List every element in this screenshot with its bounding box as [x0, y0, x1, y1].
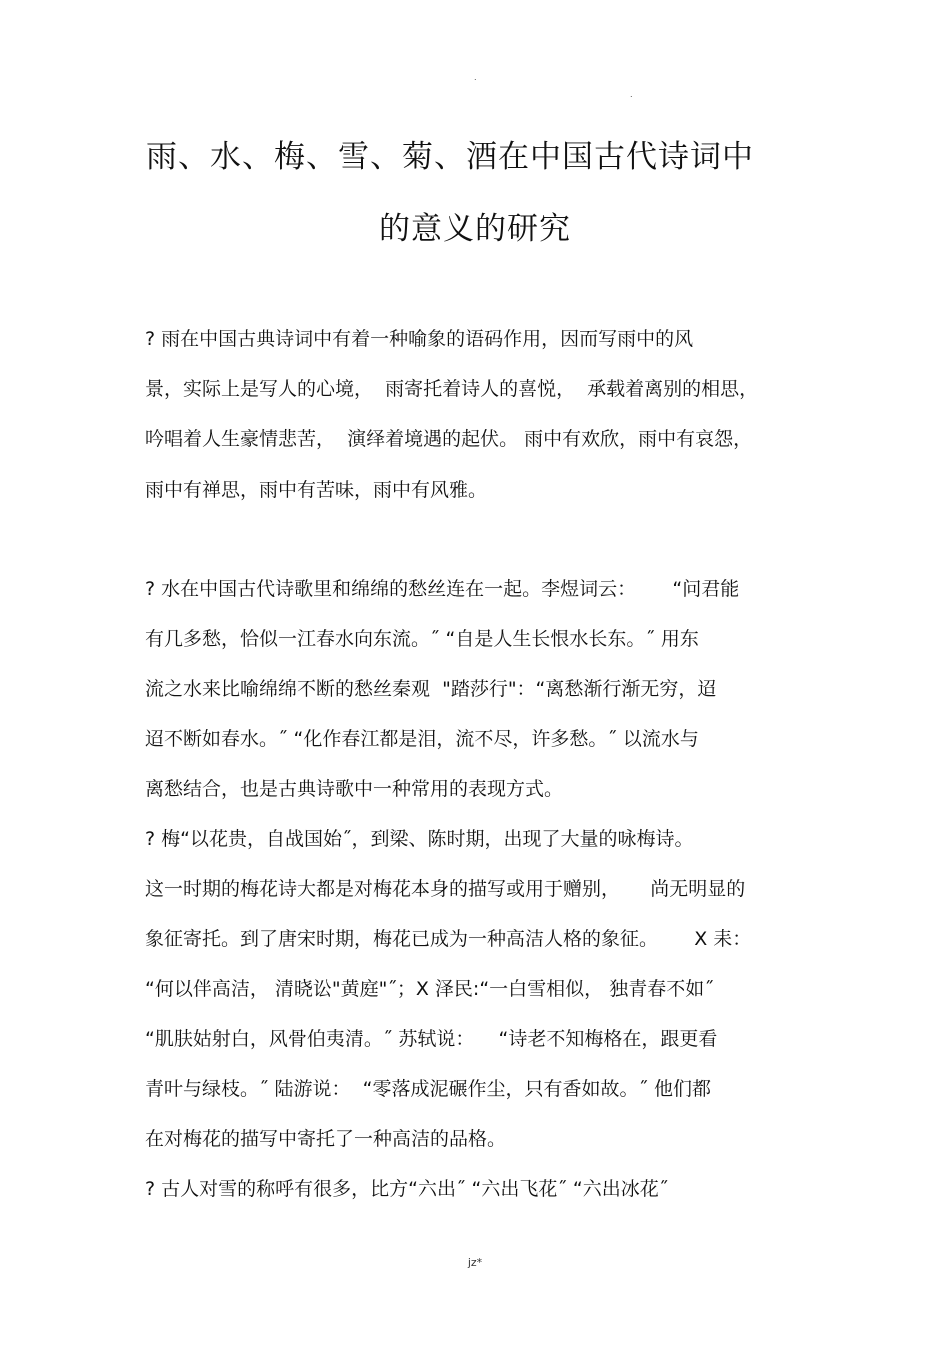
- body-line: 在对梅花的描写中寄托了一种高洁的品格。: [145, 1128, 507, 1150]
- body-line: 景，实际上是写人的心境， 雨寄托着诗人的喜悦， 承载着离别的相思，: [145, 378, 759, 400]
- body-line: ? 古人对雪的称呼有很多，比方“六出˝ “六出飞花˝ “六出冰花˝: [145, 1178, 669, 1200]
- body-line: 吟唱着人生豪情悲苦， 演绎着境遇的起伏。 雨中有欢欣，雨中有哀怨，: [145, 428, 753, 450]
- body-line: ? 雨在中国古典诗词中有着一种喻象的语码作用，因而写雨中的风: [145, 328, 694, 350]
- header-mark-left: .: [474, 73, 477, 82]
- body-line: 流之水来比喻绵绵不断的愁丝秦观 "踏莎行"：“离愁渐行渐无穷，迢: [145, 678, 717, 700]
- body-line: 有几多愁，恰似一江春水向东流。˝ “自是人生长恨水长东。˝ 用东: [145, 628, 699, 650]
- body-line: “肌肤姑射白，风骨伯夷清。˝ 苏轼说： “诗老不知梅格在，跟更看: [145, 1028, 718, 1050]
- body-line: 雨中有禅思，雨中有苦味，雨中有风雅。: [145, 479, 488, 501]
- body-line: 象征寄托。到了唐宋时期，梅花已成为一种高洁人格的象征。 X 耒：: [145, 928, 752, 950]
- body-line: 青叶与绿枝。˝ 陆游说： “零落成泥碾作尘，只有香如故。˝ 他们都: [145, 1078, 712, 1100]
- body-line: “何以伴高洁， 清晓讼"黄庭"˝；X 泽民:“一白雪相似， 独青春不如˝: [145, 978, 714, 1000]
- body-line: 迢不断如春水。˝ “化作春江都是泪，流不尽，许多愁。˝ 以流水与: [145, 728, 699, 750]
- body-line: ? 梅“以花贵，自战国始˝，到梁、陈时期，出现了大量的咏梅诗。: [145, 828, 694, 850]
- body-line: 这一时期的梅花诗大都是对梅花本身的描写或用于赠别， 尚无明显的: [145, 878, 746, 900]
- body-line: 离愁结合，也是古典诗歌中一种常用的表现方式。: [145, 778, 564, 800]
- page-footer: jz*: [467, 1256, 483, 1269]
- title-line-2: 的意义的研究: [379, 211, 571, 247]
- header-mark-right: .: [630, 90, 633, 99]
- title-line-1: 雨、水、梅、雪、菊、酒在中国古代诗词中: [146, 139, 754, 175]
- body-line: ? 水在中国古代诗歌里和绵绵的愁丝连在一起。李煜词云： “问君能: [145, 578, 740, 600]
